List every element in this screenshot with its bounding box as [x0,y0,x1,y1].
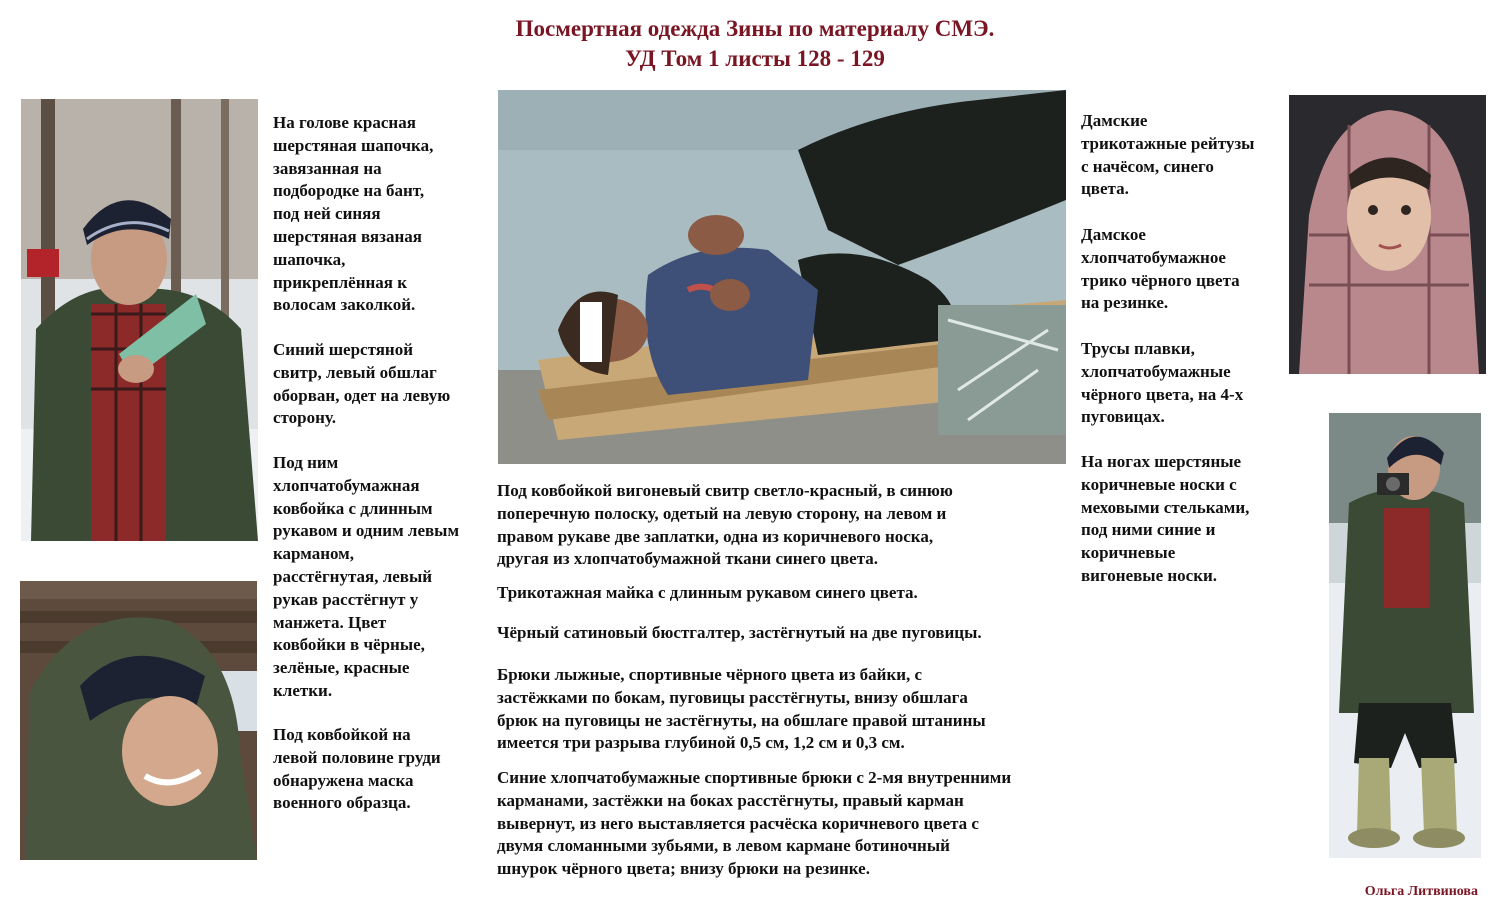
right-text-briefs: Трусы плавки, хлопчатобумажные чёрного цвета, на 4-х пуговицах. [1081,339,1244,427]
center-text-undershirt: Трикотажная майка с длинным рукавом синего цвета. [497,583,918,602]
photo-writing-notebook [21,99,258,541]
photo-smiling-hood [20,581,257,860]
center-text-cotton-pants: Синие хлопчатобумажные спортивные брюки с 2-мя внутренними карманами, застёжки на боках расстёгнуты, правый карман вывернут, из него выставляется расчёска коричневого цвета с двумя сломанными зубьями, в левом кармане ботиночный шнурок чёрного цвета; внизу брюки на резинке. [497,768,1012,879]
right-text-tricot: Дамское хлопчатобумажное трико чёрного цвета на резинке. [1081,225,1240,313]
left-text-sweater: Синий шерстяной свитр, левый обшлаг оборван, одет на левую сторону. [273,340,451,428]
right-text-socks: На ногах шерстяные коричневые носки с меховыми стельками, под ними синие и коричневые вигоневые носки. [1081,452,1250,585]
left-text-mask: Под ковбойкой на левой половине груди обнаружена маска военного образца. [273,725,441,813]
right-text-leggings: Дамские трикотажные рейтузы с начёсом, синего цвета. [1081,111,1255,199]
photo-camera-standing [1329,413,1481,858]
photo-autopsy-body [498,90,1066,464]
center-text-bra: Чёрный сатиновый бюстгалтер, застёгнутый на две пуговицы. [497,623,982,642]
author-credit: Ольга Литвинова [1364,884,1478,899]
center-text-vigone-sweater: Под ковбойкой вигоневый свитр светло-красный, в синюю поперечную полоску, одетый на левую сторону, на левом и правом рукаве две заплатки, одна из коричневого носка, другая из хлопчатобумажной ткани синего цвета. [497,481,953,569]
center-text-ski-pants: Брюки лыжные, спортивные чёрного цвета из байки, с застёжками по бокам, пуговицы расстёгнуты, внизу обшлага брюк на пуговицы не застёгнуты, на обшлаге правой штанины имеется три разрыва глубиной 0,5 см, 1,2 см и 0,3 см. [497,665,986,753]
left-text-shirt: Под ним хлопчатобумажная ковбойка с длинным рукавом и одним левым карманом, расстёгнутая, левый рукав расстёгнут у манжета. Цвет ковбойки в чёрные, зелёные, красные клетки. [273,453,460,700]
page-subtitle: УД Том 1 листы 128 - 129 [625,46,885,71]
left-text-hat: На голове красная шерстяная шапочка, завязанная на подбородке на бант, под ней синяя шерстяная вязаная шапочка, прикреплённая к волосам заколкой. [273,113,434,315]
photo-portrait-scarf [1289,95,1486,374]
page-title: Посмертная одежда Зины по материалу СМЭ. [515,16,995,41]
